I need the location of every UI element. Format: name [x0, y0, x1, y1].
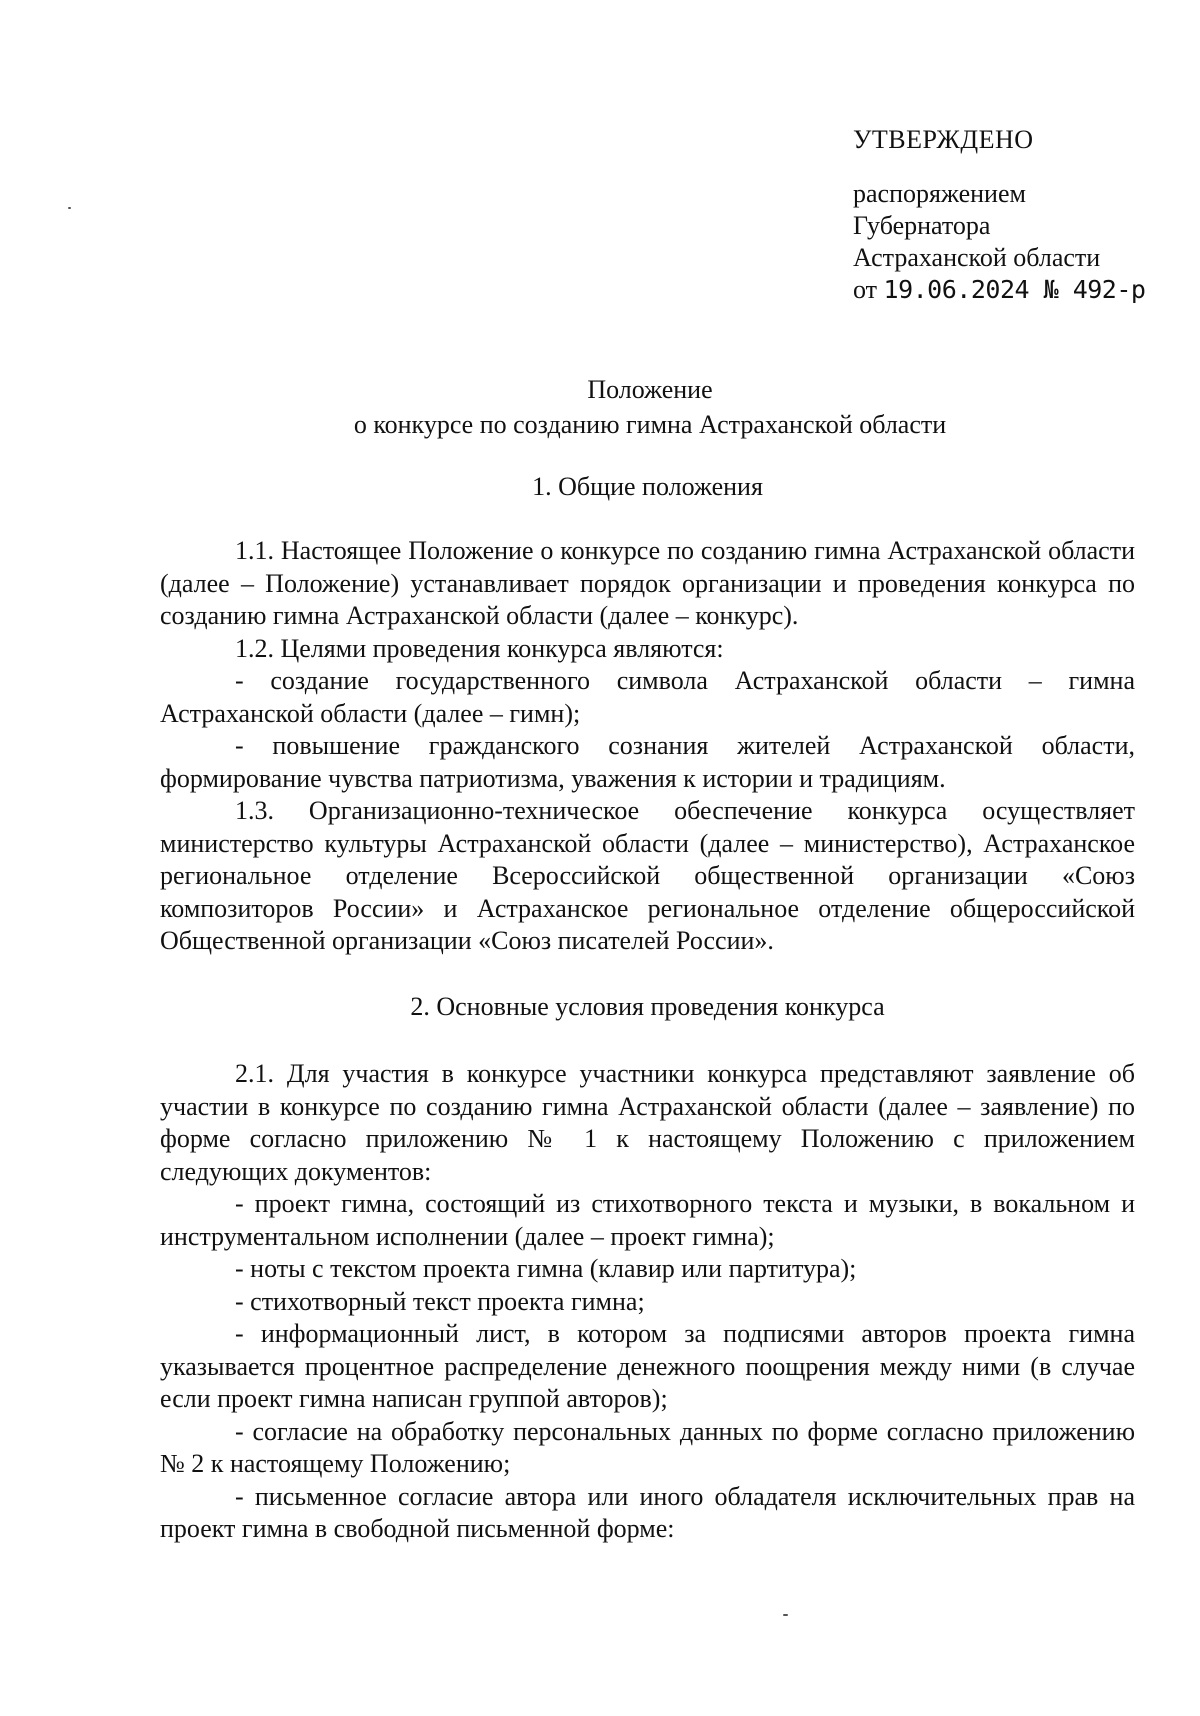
approved-heading: УТВЕРЖДЕНО — [853, 125, 1034, 154]
order-prefix: от — [853, 275, 878, 304]
approval-block — [853, 124, 1183, 306]
list-item: - проект гимна, состоящий из стихотворного текста и музыки, в вокальном и инструментальном исполнении (далее – проект гимна); — [160, 1189, 1135, 1251]
list-item: - стихотворный текст проекта гимна; — [235, 1286, 645, 1316]
section-2-body — [160, 1058, 1135, 1546]
order-date-number-stamp: 19.06.2024 № 492-р — [883, 275, 1146, 304]
section-1-heading: 1. Общие положения — [532, 472, 763, 501]
document-title-line1: Положение — [587, 375, 713, 404]
list-item: - согласие на обработку персональных данных по форме согласно приложению № 2 к настоящему Положению; — [160, 1416, 1135, 1478]
approval-line-region: Астраханской области — [853, 243, 1101, 272]
approval-line-order-type: распоряжением — [853, 179, 1026, 208]
list-item: - информационный лист, в котором за подписями авторов проекта гимна указывается процентное распределение денежного поощрения между ними (в случае если проект гимна написан группой авторов); — [160, 1319, 1135, 1413]
section-2-heading: 2. Основные условия проведения конкурса — [410, 992, 885, 1021]
scan-speck — [68, 207, 71, 209]
section-1-body — [160, 535, 1135, 958]
paragraph-2-1: 2.1. Для участия в конкурсе участники конкурса представляют заявление об участии в конкурсе по созданию гимна Астраханской области (далее – заявление) по форме согласно приложению № 1 к настоящему Положению с приложением следующих документов: — [160, 1059, 1135, 1186]
paragraph-1-2: 1.2. Целями проведения конкурса являются: — [235, 633, 724, 663]
approval-line-authority: Губернатора — [853, 211, 991, 240]
list-item: - повышение гражданского сознания жителей Астраханской области, формирование чувства патриотизма, уважения к истории и традициям. — [160, 731, 1135, 793]
document-title-line2: о конкурсе по созданию гимна Астраханской области — [353, 410, 947, 439]
scan-speck — [783, 1614, 788, 1616]
list-item: - письменное согласие автора или иного обладателя исключительных прав на проект гимна в свободной письменной форме: — [160, 1481, 1135, 1543]
list-item: - создание государственного символа Астраханской области – гимна Астраханской области (далее – гимн); — [160, 666, 1135, 728]
list-item: - ноты с текстом проекта гимна (клавир или партитура); — [235, 1254, 857, 1283]
approval-order-line — [853, 274, 1183, 306]
document-title — [0, 372, 1200, 442]
paragraph-1-3: 1.3. Организационно-техническое обеспечение конкурса осуществляет министерство культуры Астраханской области (далее – министерство), Астраханское региональное отделение Всероссийской общественной организации «Союз композиторов России» и Астраханское региональное отделение общероссийской Общественной организации «Союз писателей России». — [160, 796, 1135, 955]
paragraph-1-1: 1.1. Настоящее Положение о конкурсе по созданию гимна Астраханской области (далее – Положение) устанавливает порядок организации и проведения конкурса по созданию гимна Астраханской области (далее – конкурс). — [160, 536, 1135, 630]
